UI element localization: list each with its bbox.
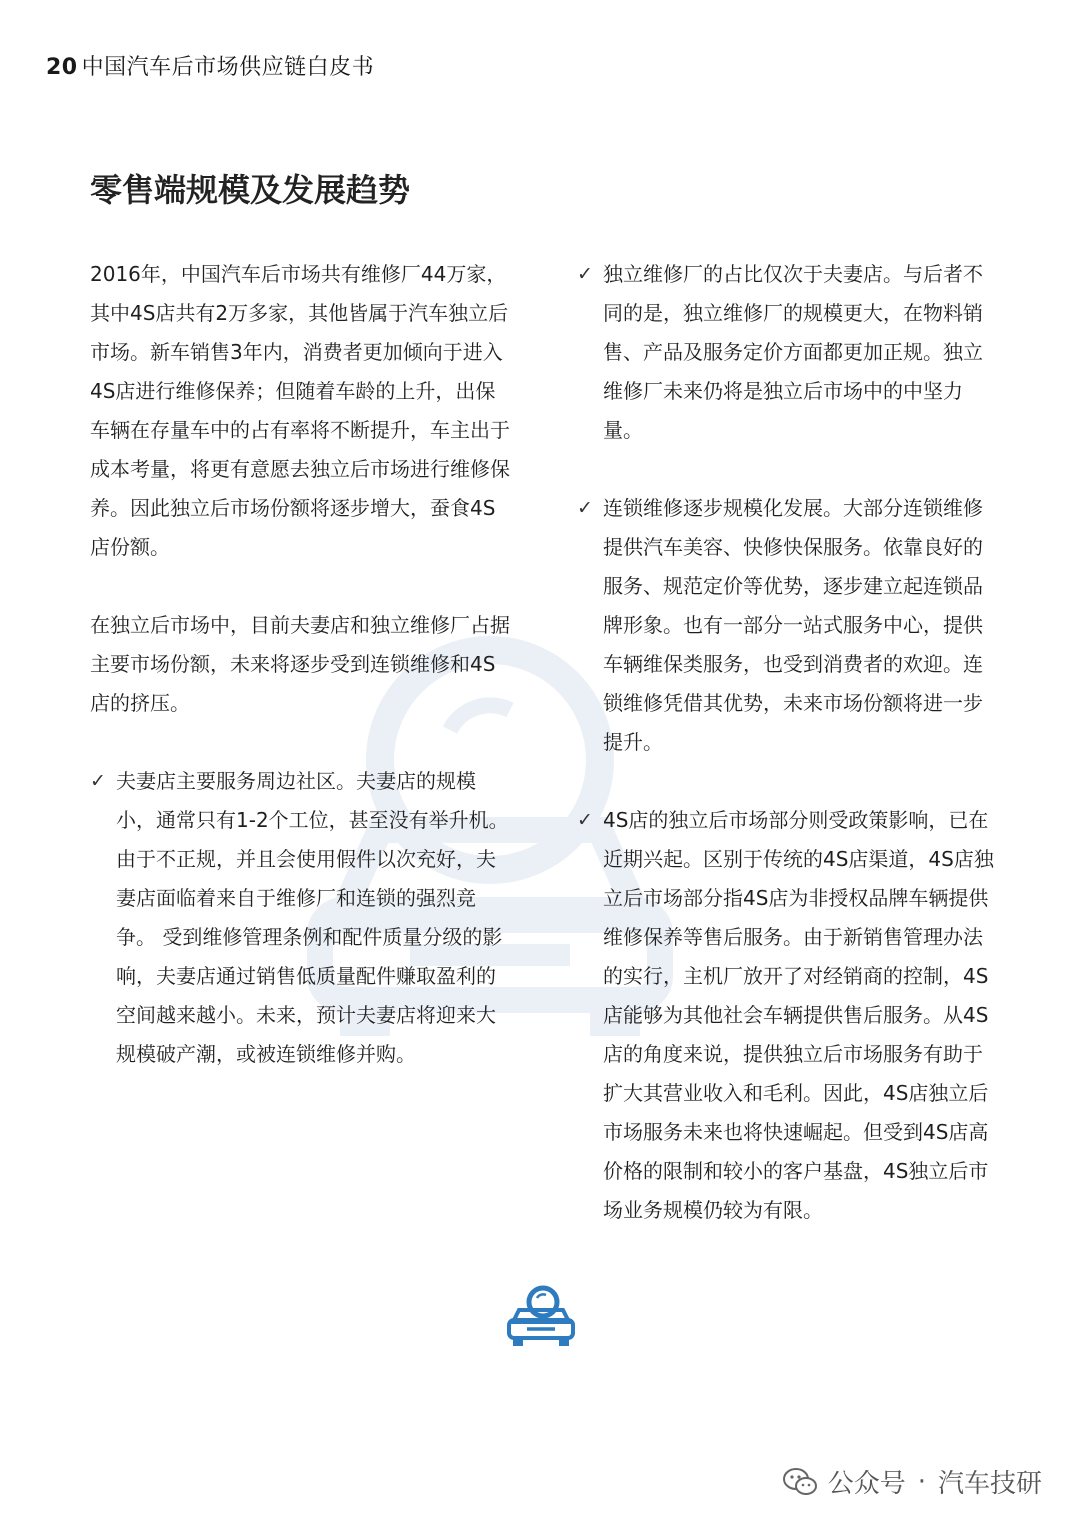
- list-item-text: 4S店的独立后市场部分则受政策影响，已在近期兴起。区别于传统的4S店渠道，4S店独立后市场部分指4S店为非授权品牌车辆提供维修保养等售后服务。由于新销售管理办法的实行，主机厂放开了对经销商的控制，4S店能够为其他社会车辆提供售后服务。从4S店的角度来说，提供独立后市场服务有助于扩大其营业收入和毛利。因此，4S店独立后市场服务未来也将快速崛起。但受到4S店高价格的限制和较小的客户基盘，4S独立后市场业务规模仍较为有限。: [603, 808, 994, 1222]
- list-item: [577, 489, 1002, 762]
- footer-separator: ·: [917, 1466, 926, 1497]
- left-column: [90, 255, 510, 1113]
- paragraph: 在独立后市场中，目前夫妻店和独立维修厂占据主要市场份额，未来将逐步受到连锁维修和4S店的挤压。: [90, 613, 510, 715]
- checkmark-icon: ✓: [90, 770, 106, 792]
- list-item-text: 独立维修厂的占比仅次于夫妻店。与后者不同的是，独立维修厂的规模更大，在物料销售、产品及服务定价方面都更加正规。独立维修厂未来仍将是独立后市场中的中坚力量。: [603, 262, 983, 442]
- footer-source-label: 公众号: [827, 1469, 906, 1499]
- footer-account-name: 汽车技研: [937, 1469, 1042, 1499]
- footer-watermark: [782, 1463, 1042, 1500]
- list-item: [577, 801, 1002, 1230]
- checkmark-icon: ✓: [577, 263, 593, 285]
- list-item: [577, 255, 1002, 450]
- page-number: 20: [46, 55, 78, 80]
- checkmark-icon: ✓: [577, 497, 593, 519]
- car-magnifier-logo-icon: [505, 1282, 577, 1348]
- list-item-text: 夫妻店主要服务周边社区。夫妻店的规模小，通常只有1-2个工位，甚至没有举升机。由于不正规，并且会使用假件以次充好，夫妻店面临着来自于维修厂和连锁的强烈竞争。 受到维修管理条例和配件质量分级的影响，夫妻店通过销售低质量配件赚取盈利的空间越来越小。未来，预计夫妻店将迎来大规模破产潮，或被连锁维修并购。: [116, 769, 509, 1066]
- list-item-text: 连锁维修逐步规模化发展。大部分连锁维修提供汽车美容、快修快保服务。依靠良好的服务、规范定价等优势，逐步建立起连锁品牌形象。也有一部分一站式服务中心，提供车辆维保类服务，也受到消费者的欢迎。连锁维修凭借其优势，未来市场份额将进一步提升。: [603, 496, 983, 754]
- document-title: 中国汽车后市场供应链白皮书: [81, 55, 375, 80]
- wechat-icon: [782, 1467, 818, 1497]
- page-header: [46, 50, 374, 81]
- list-item: [90, 762, 510, 1074]
- paragraph: 2016年，中国汽车后市场共有维修厂44万家，其中4S店共有2万多家，其他皆属于汽车独立后市场。新车销售3年内，消费者更加倾向于进入4S店进行维修保养；但随着车龄的上升，出保车辆在存量车中的占有率将不断提升，车主出于成本考量，将更有意愿去独立后市场进行维修保养。因此独立后市场份额将逐步增大，蚕食4S店份额。: [90, 262, 510, 559]
- section-title: 零售端规模及发展趋势: [90, 171, 411, 209]
- right-column: [577, 255, 1002, 1269]
- checkmark-icon: ✓: [577, 809, 593, 831]
